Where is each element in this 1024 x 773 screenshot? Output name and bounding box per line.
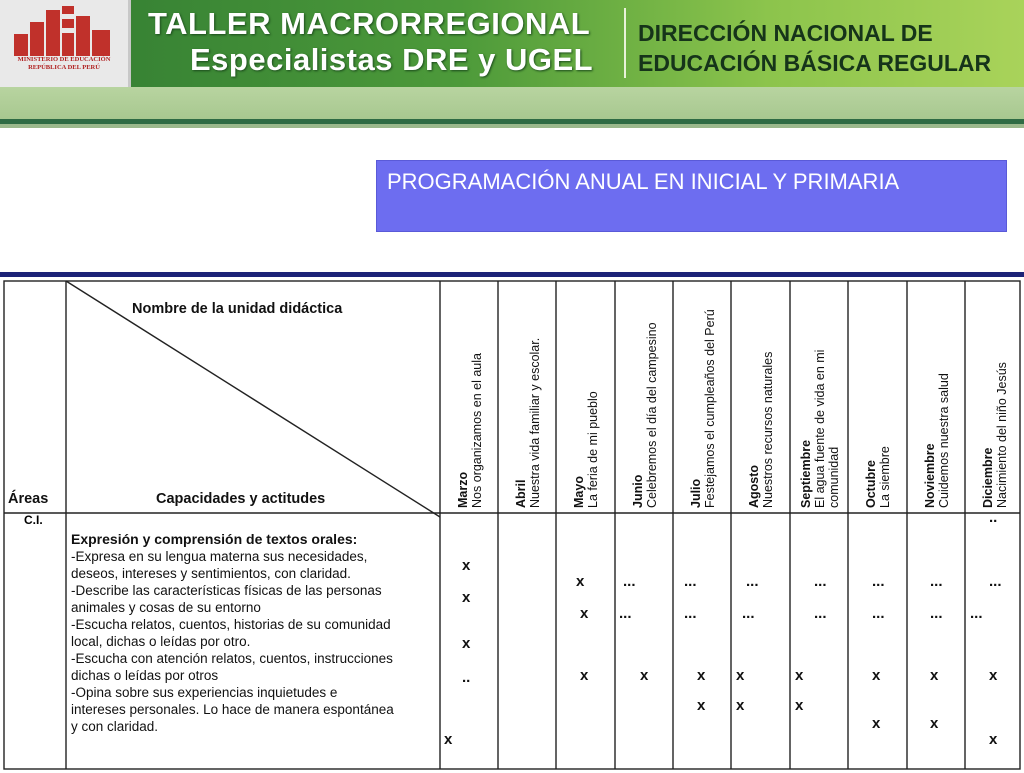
- mark-x: x: [580, 667, 589, 684]
- unit-name: Nacimiento del niño Jesús: [995, 362, 1009, 508]
- month-column-abril: [499, 288, 557, 512]
- month-column-agosto: [732, 288, 790, 512]
- mark-x: x: [462, 589, 471, 606]
- mark-dots: ...: [814, 573, 827, 590]
- mark-x: x: [640, 667, 649, 684]
- month-name: Septiembre: [799, 439, 813, 508]
- mark-x: x: [989, 731, 998, 748]
- mark-dots: ...: [684, 573, 697, 590]
- capacity-line: deseos, intereses y sentimientos, con claridad.: [71, 566, 351, 581]
- mark-x: x: [576, 573, 585, 590]
- unit-name: El agua fuente de vida en mi comunidad: [813, 349, 841, 508]
- unit-name: Nos organizamos en el aula: [470, 353, 484, 508]
- mark-dots: ...: [970, 605, 983, 622]
- unit-name: Celebremos el día del campesino: [645, 322, 659, 508]
- mark-dots: ...: [623, 573, 636, 590]
- mark-x: x: [930, 667, 939, 684]
- month-name: Mayo: [572, 476, 586, 508]
- mark-dots: ...: [746, 573, 759, 590]
- mark-dots: ...: [872, 573, 885, 590]
- banner-title-line2: Especialistas DRE y UGEL: [190, 42, 594, 77]
- mark-dots: ...: [814, 605, 827, 622]
- direction-line2: EDUCACIÓN BÁSICA REGULAR: [638, 50, 992, 76]
- month-name: Octubre: [864, 460, 878, 508]
- area-ci-label: C.I.: [24, 513, 43, 527]
- capacity-line: animales y cosas de su entorno: [71, 600, 261, 615]
- capacity-line: y con claridad.: [71, 719, 159, 734]
- mark-dots: ...: [872, 605, 885, 622]
- ministry-logo-icon: [14, 6, 114, 56]
- capacity-line: -Expresa en su lengua materna sus necesidades,: [71, 549, 368, 564]
- mark-dots: ...: [619, 605, 632, 622]
- mark-x: x: [989, 667, 998, 684]
- month-name: Junio: [631, 474, 645, 508]
- ministry-logo: [0, 0, 131, 87]
- mark-x: x: [872, 715, 881, 732]
- unit-name: La feria de mi pueblo: [586, 391, 600, 508]
- section-title: Expresión y comprensión de textos orales:: [71, 531, 358, 547]
- month-column-septiembre: [791, 288, 849, 512]
- month-column-noviembre: [908, 288, 966, 512]
- page-title: PROGRAMACIÓN ANUAL EN INICIAL Y PRIMARIA: [376, 160, 1007, 232]
- unit-name: Nuestra vida familiar y escolar.: [528, 337, 542, 508]
- header-band-light: [0, 124, 1024, 128]
- banner-divider: [624, 8, 626, 78]
- month-column-marzo: [441, 288, 499, 512]
- month-name: Noviembre: [923, 443, 937, 508]
- month-column-mayo: [557, 288, 615, 512]
- header-band: [0, 87, 1024, 119]
- direction-line1: DIRECCIÓN NACIONAL DE: [638, 20, 933, 46]
- mark-x: x: [736, 697, 745, 714]
- mark-x: x: [462, 557, 471, 574]
- header-capacities: Capacidades y actitudes: [156, 491, 326, 507]
- unit-name: La siembre: [878, 446, 892, 508]
- mark-x: x: [462, 635, 471, 652]
- capacity-line: intereses personales. Lo hace de manera espontánea: [71, 702, 394, 717]
- capacity-line: -Opina sobre sus experiencias inquietudes e: [71, 685, 338, 700]
- unit-name: Cuidemos nuestra salud: [937, 373, 951, 508]
- header-unit-name: Nombre de la unidad didáctica: [132, 301, 343, 317]
- mark-x: x: [736, 667, 745, 684]
- mark-x: x: [795, 667, 804, 684]
- month-name: Diciembre: [981, 447, 995, 508]
- capacity-line: -Escucha con atención relatos, cuentos, instrucciones: [71, 651, 393, 666]
- unit-name: Festejamos el cumpleaños del Perú: [703, 309, 717, 508]
- capacity-line: local, dichas o leídas por otro.: [71, 634, 251, 649]
- mark-dots: ...: [684, 605, 697, 622]
- month-name: Agosto: [747, 464, 761, 508]
- mark-x: x: [697, 697, 706, 714]
- month-column-julio: [674, 288, 732, 512]
- capacity-line: -Escucha relatos, cuentos, historias de su comunidad: [71, 617, 391, 632]
- month-column-junio: [616, 288, 674, 512]
- mark-x: x: [580, 605, 589, 622]
- banner-title-line1: TALLER MACRORREGIONAL: [148, 6, 591, 41]
- month-column-octubre: [849, 288, 907, 512]
- month-name: Abril: [514, 479, 528, 508]
- mark-x: x: [795, 697, 804, 714]
- mark-dots: ...: [930, 605, 943, 622]
- mark-x: x: [930, 715, 939, 732]
- unit-name: Nuestros recursos naturales: [761, 351, 775, 508]
- ministry-logo-text: MINISTERIO DE EDUCACIÓN REPÚBLICA DEL PERÚ: [17, 56, 111, 71]
- mark-dots: ..: [989, 509, 998, 526]
- mark-x: x: [444, 731, 453, 748]
- capacity-line: dichas o leídas por otros: [71, 668, 219, 683]
- header-banner: [0, 0, 1024, 87]
- mark-dots: ...: [930, 573, 943, 590]
- capacity-line: -Describe las características físicas de las personas: [71, 583, 382, 598]
- mark-dots: ...: [742, 605, 755, 622]
- mark-dots: ..: [462, 669, 471, 686]
- header-areas: Áreas: [8, 491, 49, 507]
- month-name: Julio: [689, 478, 703, 508]
- month-name: Marzo: [456, 471, 470, 508]
- mark-dots: ...: [989, 573, 1002, 590]
- mark-x: x: [872, 667, 881, 684]
- annual-program-table: [0, 272, 1024, 773]
- month-column-diciembre: [966, 288, 1024, 512]
- mark-x: x: [697, 667, 706, 684]
